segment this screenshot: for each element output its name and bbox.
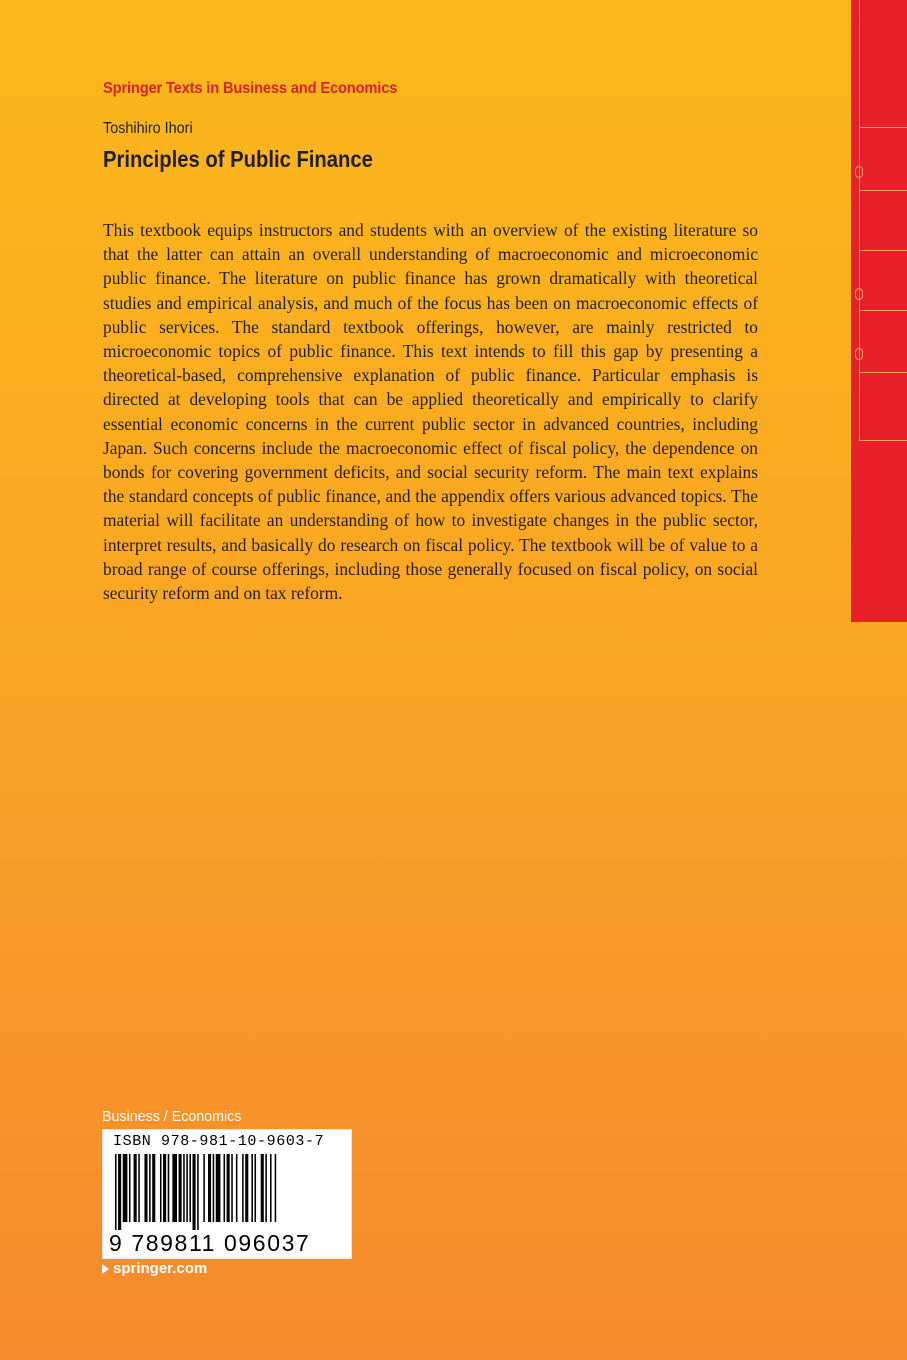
barcode-bar (227, 1154, 230, 1222)
side-accent-band (851, 0, 907, 622)
barcode-bar (265, 1154, 267, 1222)
barcode-bar (216, 1154, 221, 1222)
series-title: Springer Texts in Business and Economics (103, 80, 398, 97)
barcode-bar (189, 1154, 191, 1222)
barcode-bar (115, 1154, 117, 1230)
barcode-bar (242, 1154, 244, 1222)
barcode-bar (149, 1154, 151, 1222)
isbn-barcode (102, 1129, 352, 1259)
band-vertical-line (859, 0, 860, 440)
barcode-bar (179, 1154, 182, 1222)
barcode-bar (134, 1154, 137, 1222)
subject-category: Business / Economics (102, 1108, 242, 1125)
barcode-bar (183, 1154, 185, 1222)
blurb-text: This textbook equips instructors and students with an overview of the existing literature so that the latter can attain an overall understanding of macroeconomic and microeconomic public finance. The literature on public finance has grown dramatically with theoretical studies and empirical analysis, and much of the focus has been on macroeconomic effects of public services. The standard textbook offerings, however, are mainly restricted to microeconomic topics of public finance. This text intends to fill this gap by presenting a theoretical-based, comprehensive explanation of public finance. Particular emphasis is directed at developing tools that can be applied theoretically and empirically to clarify essential economic concerns in the current public sector in advanced countries, including Japan. Such concerns include the macroeconomic effect of fiscal policy, the dependence on bonds for covering government deficits, and social security reform. The main text explains the standard concepts of public finance, and the appendix offers various advanced topics. The material will facilitate an understanding of how to investigate changes in the public sector, interpret results, and basically do research on fiscal policy. The textbook will be of value to a broad range of course offerings, including those generally focused on fiscal policy, on social security reform and on tax reform. (103, 220, 758, 604)
barcode-number: 9 789811 096037 (109, 1230, 311, 1256)
band-notch (855, 348, 863, 360)
barcode-bar (138, 1154, 140, 1222)
band-notch (855, 166, 863, 178)
barcode-bar (261, 1154, 264, 1222)
isbn-label: ISBN 978-981-10-9603-7 (113, 1133, 325, 1150)
barcode-bar (129, 1154, 131, 1222)
barcode-bar (255, 1154, 257, 1222)
barcode-bar (208, 1154, 211, 1222)
book-title: Principles of Public Finance (103, 146, 373, 172)
barcode-bar (236, 1154, 238, 1222)
website-link[interactable] (102, 1260, 207, 1277)
arrow-right-icon (102, 1264, 109, 1274)
barcode-bar (160, 1154, 162, 1222)
band-divider-line (859, 440, 907, 441)
barcode-bar (118, 1154, 121, 1230)
band-divider-line (859, 250, 907, 251)
barcode-bar (251, 1154, 253, 1222)
barcode-bar (193, 1154, 196, 1230)
barcode-bar (270, 1154, 272, 1222)
barcode-bar (231, 1154, 233, 1222)
band-divider-line (859, 190, 907, 191)
barcode-bars (113, 1154, 343, 1230)
barcode-bar (224, 1154, 226, 1222)
barcode-bar (172, 1154, 177, 1222)
barcode-bar (197, 1154, 199, 1230)
band-notch (855, 288, 863, 300)
barcode-bar (203, 1154, 205, 1222)
website-label: springer.com (113, 1260, 208, 1277)
band-divider-line (859, 127, 907, 128)
barcode-bar (123, 1154, 128, 1222)
barcode-bar (168, 1154, 170, 1222)
barcode-bar (152, 1154, 155, 1222)
author-name: Toshihiro Ihori (103, 120, 193, 137)
band-divider-line (859, 372, 907, 373)
barcode-bar (144, 1154, 147, 1222)
band-divider-line (859, 310, 907, 311)
barcode-bar (163, 1154, 166, 1222)
barcode-bar (245, 1154, 248, 1222)
barcode-bar (275, 1154, 277, 1222)
barcode-bar (186, 1154, 188, 1222)
barcode-bar (213, 1154, 215, 1222)
